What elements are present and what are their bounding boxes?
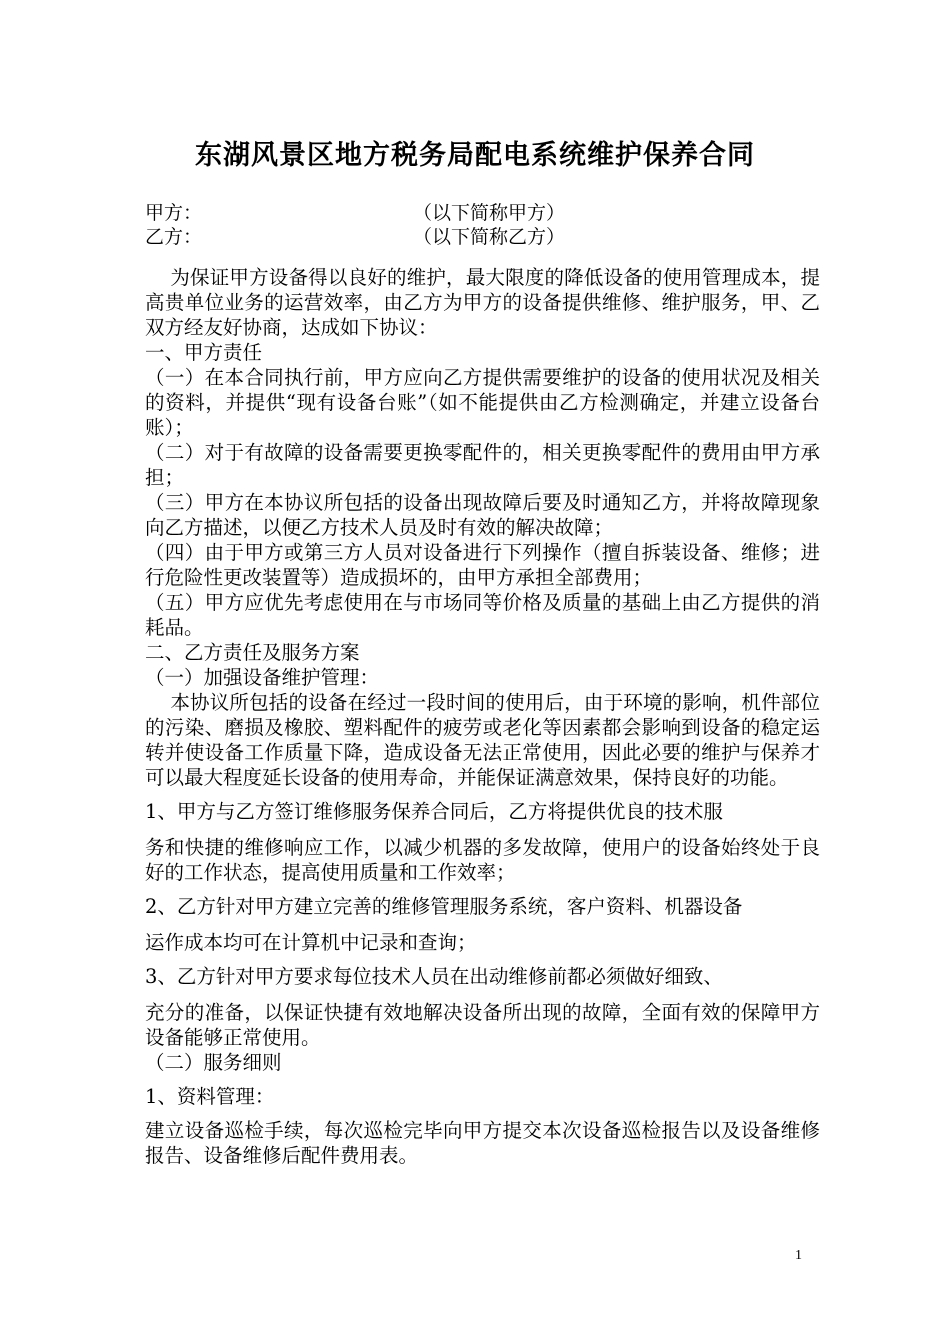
- party-a-label: 甲方：: [145, 202, 203, 224]
- sub-item-1-body: 建立设备巡检手续，每次巡检完毕向甲方提交本次设备巡检报告以及设备维修报告、设备维修后配件费用表。: [145, 1119, 820, 1167]
- item-3-continuation: 充分的准备，以保证快捷有效地解决设备所出现的故障，全面有效的保障甲方设备能够正常使用。: [145, 1001, 820, 1049]
- page-number: 1: [795, 1248, 802, 1263]
- document-title: 东湖风景区地方税务局配电系统维护保养合同: [195, 140, 755, 171]
- clause-a2: （二）对于有故障的设备需要更换零配件的，相关更换零配件的费用由甲方承担；: [145, 441, 820, 489]
- clause-a3: （三）甲方在本协议所包括的设备出现故障后要及时通知乙方，并将故障现象向乙方描述，以便乙方技术人员及时有效的解决故障；: [145, 491, 820, 539]
- party-b-note: （以下简称乙方）: [413, 226, 566, 248]
- document-body: [145, 265, 820, 1168]
- clause-a1: （一）在本合同执行前，甲方应向乙方提供需要维护的设备的使用状况及相关的资料，并提供“现有设备台账”（如不能提供由乙方检测确定，并建立设备台账）；: [145, 366, 820, 439]
- item-2-continuation: 运作成本均可在计算机中记录和查询；: [145, 931, 477, 954]
- sub-item-1-heading: 1、资料管理：: [145, 1085, 275, 1108]
- clause-b2-heading: （二）服务细则: [145, 1051, 282, 1074]
- clause-b1-body: 本协议所包括的设备在经过一段时间的使用后，由于环境的影响，机件部位的污染、磨损及橡胶、塑料配件的疲劳或老化等因素都会影响到设备的稳定运转并使设备工作质量下降，造成设备无法正常使用，因此必要的维护与保养才可以最大程度延长设备的使用寿命，并能保证满意效果，保持良好的功能。: [145, 691, 820, 789]
- clause-b1-heading: （一）加强设备维护管理：: [145, 666, 380, 689]
- party-b-label: 乙方：: [145, 226, 203, 248]
- intro-paragraph: 为保证甲方设备得以良好的维护，最大限度的降低设备的使用管理成本，提高贵单位业务的运营效率，由乙方为甲方的设备提供维修、维护服务，甲、乙双方经友好协商，达成如下协议：: [145, 266, 820, 339]
- party-a-note: （以下简称甲方）: [413, 202, 566, 224]
- clause-a4: （四）由于甲方或第三方人员对设备进行下列操作（擅自拆装设备、维修；进行危险性更改装置等）造成损坏的，由甲方承担全部费用；: [145, 541, 820, 589]
- party-a-line: [145, 201, 565, 225]
- item-1-first-line: 1、甲方与乙方签订维修服务保养合同后，乙方将提供优良的技术服: [145, 800, 723, 823]
- section-heading-party-a: 一、甲方责任: [145, 341, 263, 364]
- item-2-first-line: 2、乙方针对甲方建立完善的维修管理服务系统，客户资料、机器设备: [145, 895, 743, 918]
- section-heading-party-b: 二、乙方责任及服务方案: [145, 641, 360, 664]
- item-1-continuation: 务和快捷的维修响应工作，以减少机器的多发故障，使用户的设备始终处于良好的工作状态，提高使用质量和工作效率；: [145, 836, 820, 884]
- item-3-first-line: 3、乙方针对甲方要求每位技术人员在出动维修前都必须做好细致、: [145, 965, 723, 988]
- clause-a5: （五）甲方应优先考虑使用在与市场同等价格及质量的基础上由乙方提供的消耗品。: [145, 591, 820, 639]
- party-b-line: [145, 225, 565, 249]
